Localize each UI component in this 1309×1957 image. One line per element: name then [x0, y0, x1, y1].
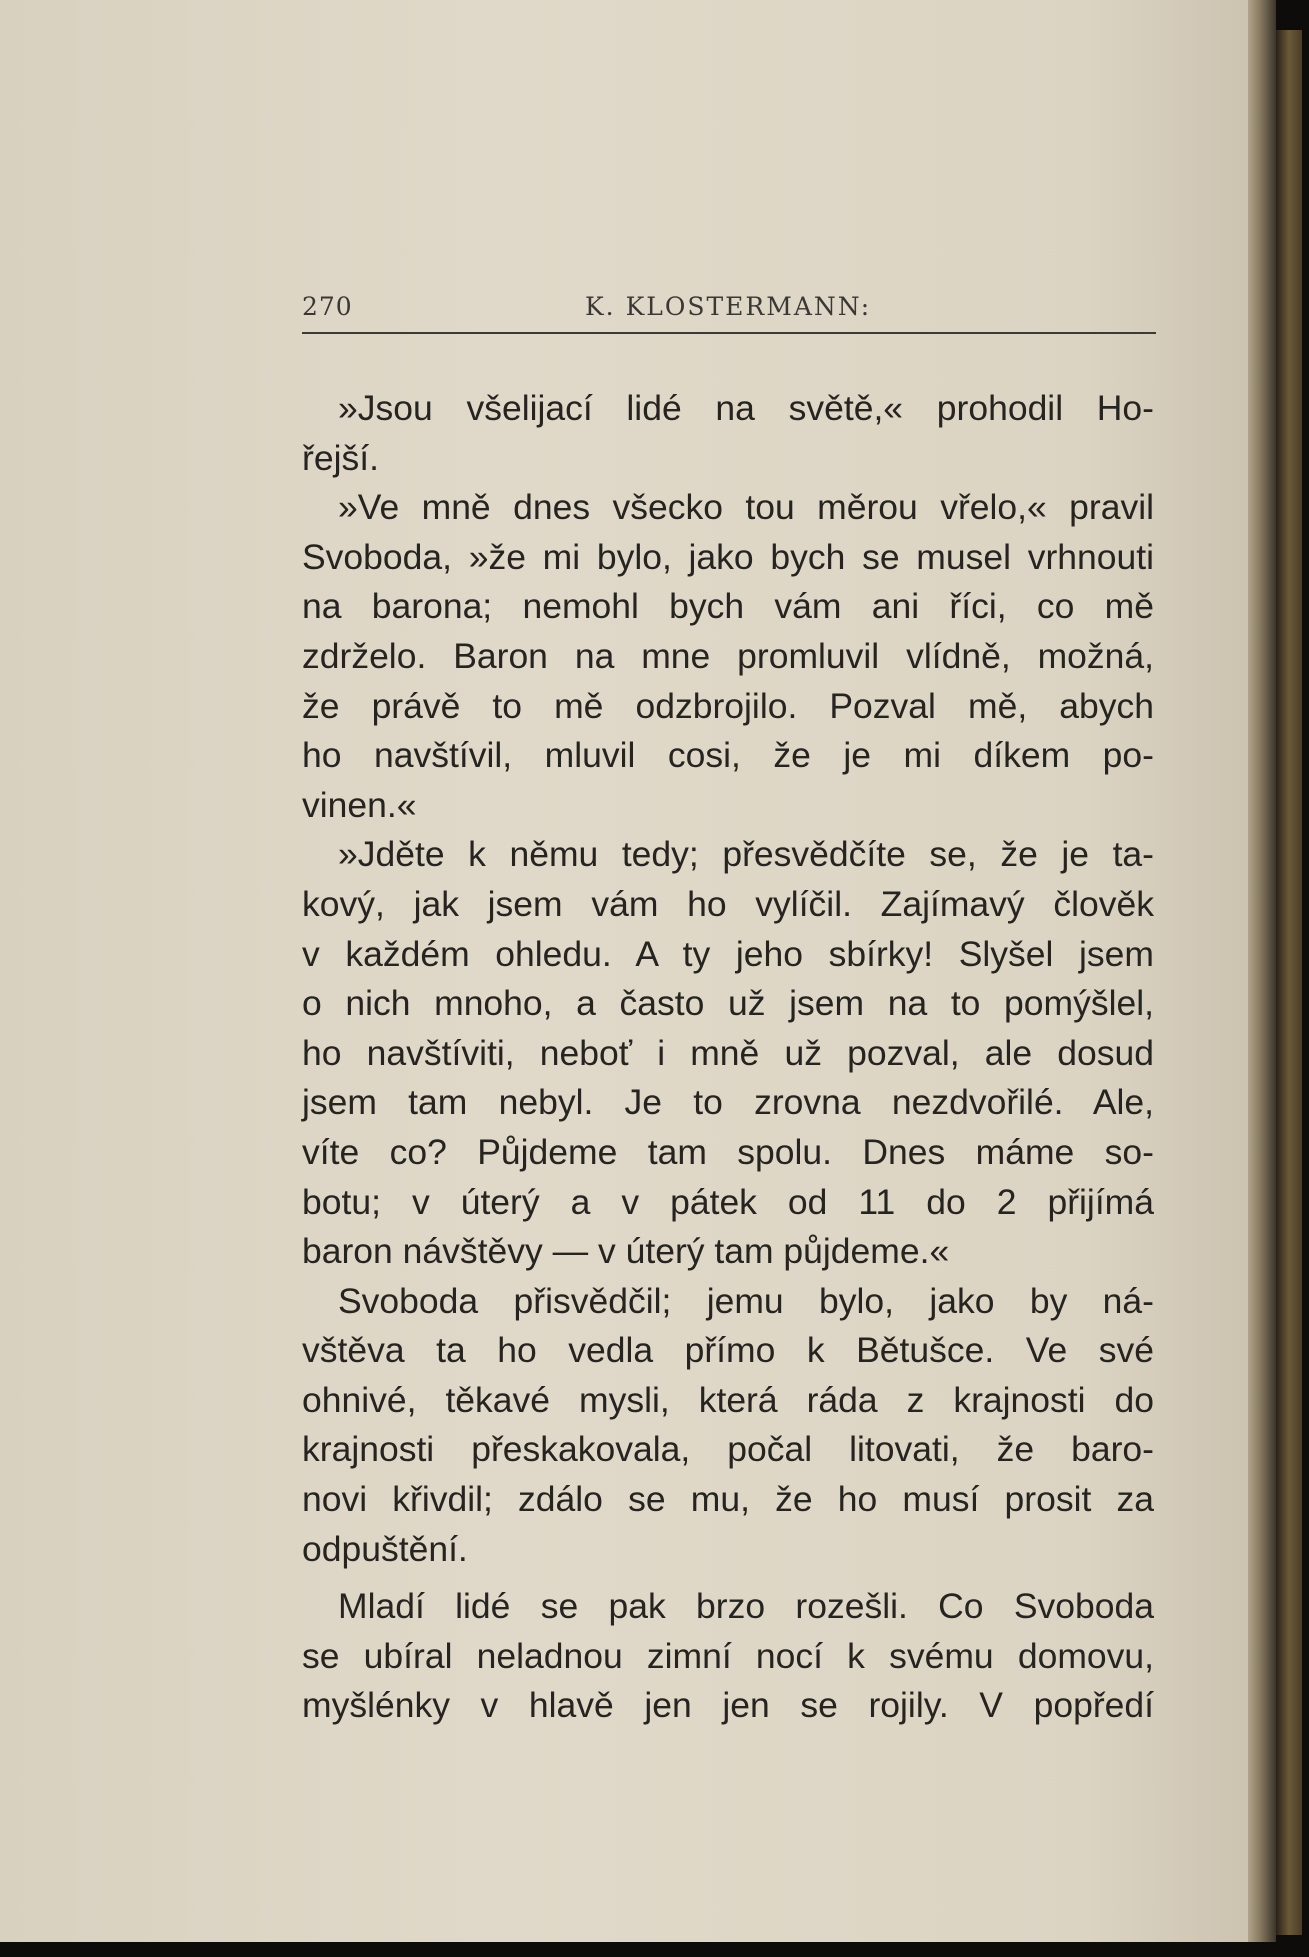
text-line: řejší. — [302, 437, 379, 478]
text-line: »Ve mně dnes všecko tou měrou vřelo,« pravil — [338, 487, 1154, 528]
text-line: vinen.« — [302, 784, 417, 825]
paragraph-gap — [302, 1574, 1154, 1582]
text-line: ho navštívil, mluvil cosi, že je mi díkem po- — [302, 735, 1154, 776]
running-head-author: K. KLOSTERMANN: — [585, 292, 872, 321]
text-line: ho navštíviti, neboť i mně už pozval, ale dosud — [302, 1032, 1154, 1073]
text-line: myšlénky v hlavě jen jen se rojily. V popředí — [302, 1685, 1154, 1726]
text-line: zdrželo. Baron na mne promluvil vlídně, možná, — [302, 635, 1154, 676]
text-line: vštěva ta ho vedla přímo k Bětušce. Ve své — [302, 1330, 1154, 1371]
book-page-edge — [1276, 30, 1302, 1935]
text-line: že právě to mě odzbrojilo. Pozval mě, abych — [302, 685, 1154, 726]
page-gutter-shadow — [1248, 0, 1276, 1942]
text-line: kový, jak jsem vám ho vylíčil. Zajímavý člověk — [302, 883, 1154, 924]
text-line: na barona; nemohl bych vám ani říci, co mě — [302, 586, 1154, 627]
text-line: Svoboda, »že mi bylo, jako bych se musel vrhnouti — [302, 536, 1154, 577]
body-text — [302, 384, 1154, 1731]
text-line: »Jsou všelijací lidé na světě,« prohodil Ho- — [338, 388, 1154, 428]
text-line: baron návštěvy — v úterý tam půjdeme.« — [302, 1231, 950, 1272]
text-line: se ubíral neladnou zimní nocí k svému domovu, — [302, 1635, 1154, 1676]
text-line: v každém ohledu. A ty jeho sbírky! Slyšel jsem — [302, 933, 1154, 974]
text-line: Svoboda přisvědčil; jemu bylo, jako by ná- — [338, 1280, 1154, 1321]
text-line: o nich mnoho, a často už jsem na to pomýšlel, — [302, 983, 1154, 1024]
text-line: ohnivé, těkavé mysli, která ráda z krajnosti do — [302, 1379, 1154, 1420]
text-line: »Jděte k němu tedy; přesvědčíte se, že je ta- — [338, 834, 1154, 875]
page-number: 270 — [302, 292, 353, 321]
text-line: odpuštění. — [302, 1528, 468, 1569]
text-line: botu; v úterý a v pátek od 11 do 2 přijímá — [302, 1181, 1154, 1222]
running-head — [302, 292, 1156, 334]
text-line: novi křivdil; zdálo se mu, že ho musí prosit za — [302, 1479, 1154, 1520]
text-line: víte co? Půjdeme tam spolu. Dnes máme so- — [302, 1131, 1154, 1172]
text-line: Mladí lidé se pak brzo rozešli. Co Svoboda — [338, 1586, 1154, 1627]
text-line: jsem tam nebyl. Je to zrovna nezdvořilé. Ale, — [302, 1082, 1154, 1123]
text-line: krajnosti přeskakovala, počal litovati, že baro- — [302, 1429, 1154, 1470]
